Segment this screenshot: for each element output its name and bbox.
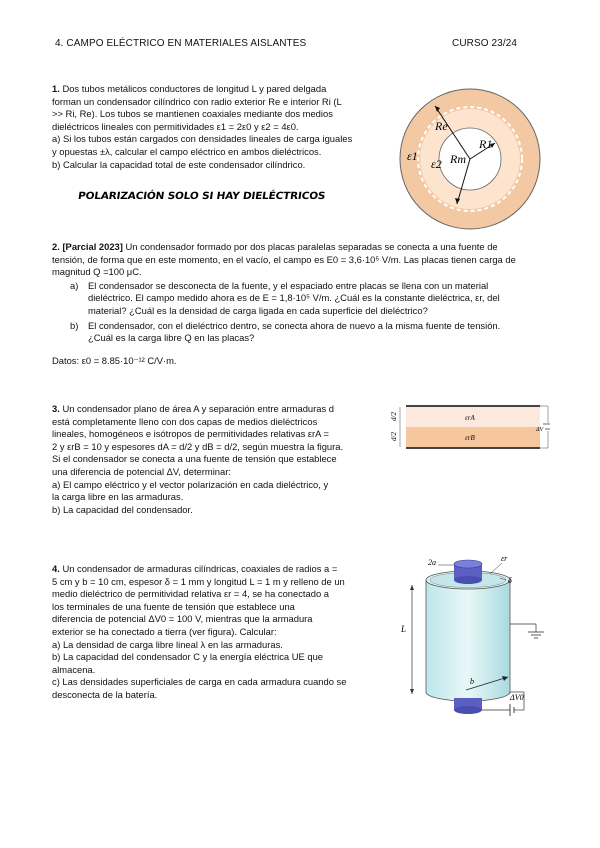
re-label: Re xyxy=(435,119,448,133)
problem-3-line: Un condensador plano de área A y separación entre armaduras d xyxy=(62,403,334,414)
epsilon-r-label: εr xyxy=(501,554,508,563)
course-label: CURSO 23/24 xyxy=(452,38,518,49)
voltage-label: ΔV0 xyxy=(510,693,524,702)
problem-1-line: forman un condensador cilíndrico con radio exterior Re e interior Ri (L xyxy=(52,95,342,107)
problem-4-line: los terminales de una fuente de tensión que establece una xyxy=(52,600,295,612)
part-line: dieléctrico. El campo medido ahora es de E = 1,8·10⁵ V/m. ¿Cuál es la constante dieléctrica, εr, del xyxy=(88,292,500,304)
part-label: a) xyxy=(70,279,79,291)
handwritten-note: POLARIZACIÓN SOLO SI HAY DIELÉCTRICOS xyxy=(77,190,326,202)
voltage-label: ΔV xyxy=(536,427,544,433)
problem-4-line: c) Las densidades superficiales de carga en cada armadura cuando se xyxy=(52,676,347,688)
problem-3-line: 2 y εrB = 10 y espesores dA = d/2 y dB = d/2, según muestra la figura. xyxy=(52,440,344,452)
problem-2-tag: [Parcial 2023] xyxy=(62,241,123,252)
problem-4-line: desconecta de la batería. xyxy=(52,688,158,700)
part-line: El condensador, con el dieléctrico dentro, se conecta ahora de nuevo a la misma fuente de tensión. xyxy=(88,319,501,331)
problem-1-number: 1. xyxy=(52,83,60,94)
inner-conductor-bottom-base xyxy=(454,706,482,714)
thickness-b-label: d/2 xyxy=(390,432,398,441)
problem-1-line: dieléctricos lineales con permitividades ε1 = 2ε0 y ε2 = 4ε0. xyxy=(52,120,299,132)
problem-3-number: 3. xyxy=(52,403,60,414)
coaxial-capacitor-figure xyxy=(397,86,543,232)
problem-2 xyxy=(52,241,547,367)
bottom-plate xyxy=(406,447,540,449)
problem-4-line: medio dieléctrico de permitividad relativa εr = 4, se ha conectado a xyxy=(52,588,329,600)
page-title: 4. CAMPO ELÉCTRICO EN MATERIALES AISLANTES xyxy=(55,38,307,49)
part-line: El condensador se desconecta de la fuente, y el espaciado entre placas se llena con un material xyxy=(88,279,489,291)
problem-4 xyxy=(52,563,387,702)
problem-2-part-a xyxy=(70,280,547,318)
problem-2-part-b xyxy=(70,320,547,345)
delta-label: δ xyxy=(508,576,512,585)
length-label: L xyxy=(401,624,407,634)
layered-capacitor-figure xyxy=(390,402,550,458)
problem-1-line: b) Calcular la capacidad total de este condensador cilíndrico. xyxy=(52,158,306,170)
problem-1 xyxy=(52,83,392,171)
problem-1-line: Dos tubos metálicos conductores de longitud L y pared delgada xyxy=(62,83,327,94)
diameter-label: 2a xyxy=(428,558,436,567)
problem-1-line: >> Ri, Re). Los tubos se mantienen coaxiales mediante dos medios xyxy=(52,108,333,120)
inner-conductor-top xyxy=(454,560,482,568)
epsilon-b-label: εrB xyxy=(465,434,475,442)
problem-3-line: b) La capacidad del condensador. xyxy=(52,503,193,515)
epsilon-a-label: εrA xyxy=(465,414,475,422)
problem-3-line: a) El campo eléctrico y el vector polarización en cada dieléctrico, y xyxy=(52,478,329,490)
problem-2-line: Un condensador formado por dos placas paralelas separadas se conecta a una fuente de xyxy=(125,241,498,252)
ri-label: R1 xyxy=(479,137,493,151)
problem-4-line: 5 cm y b = 10 cm, espesor δ = 1 mm y longitud L = 1 m y relleno de un xyxy=(52,575,345,587)
part-label: b) xyxy=(70,319,79,331)
problem-4-number: 4. xyxy=(52,563,60,574)
arrow-head xyxy=(410,689,414,694)
problem-2-data: Datos: ε0 = 8.85·10⁻¹² C/V·m. xyxy=(52,354,177,366)
thickness-a-label: d/2 xyxy=(390,412,398,421)
inner-conductor-base xyxy=(454,576,482,584)
problem-3-line: lineales, homogéneos e isótropos de permitividades relativas εrA = xyxy=(52,428,329,440)
cylindrical-capacitor-figure xyxy=(398,552,548,720)
problem-4-line: Un condensador de armaduras cilíndricas, coaxiales de radios a = xyxy=(62,563,338,574)
part-line: material? ¿Cuál es la densidad de carga ligada en cada superficie del dieléctrico? xyxy=(88,304,428,316)
problem-1-line: a) Si los tubos están cargados con densidades lineales de carga iguales xyxy=(52,133,353,145)
rm-label: Rm xyxy=(450,152,466,166)
epsilon1-label: ε1 xyxy=(407,149,418,163)
problem-2-line: tensión, de forma que en este momento, en el vacío, el campo es E0 = 3,6·10⁵ V/m. Las placas tienen carga de xyxy=(52,253,516,265)
problem-4-line: exterior se ha conectado a tierra (ver figura). Calcular: xyxy=(52,625,277,637)
arrow-head xyxy=(410,585,414,590)
problem-4-line: b) La capacidad del condensador C y la energía eléctrica UE que xyxy=(52,651,324,663)
problem-3-line: está completamente lleno con dos capas de medios dieléctricos xyxy=(52,415,318,427)
problem-4-line: almacena. xyxy=(52,663,96,675)
problem-2-number: 2. xyxy=(52,241,60,252)
problem-3-line: la carga libre en las armaduras. xyxy=(52,491,184,503)
epsilon2-label: ε2 xyxy=(431,157,442,171)
part-line: ¿Cuál es la carga libre Q en las placas? xyxy=(88,332,255,344)
problem-3 xyxy=(52,403,387,516)
radius-b-label: b xyxy=(470,677,474,686)
top-plate xyxy=(406,405,540,407)
problem-1-line: y opuestas ±λ, calcular el campo eléctrico en ambos dieléctricos. xyxy=(52,145,322,157)
problem-3-line: Si el condensador se conecta a una fuente de tensión que establece xyxy=(52,453,337,465)
problem-3-line: una diferencia de potencial ΔV, determinar: xyxy=(52,465,231,477)
problem-4-line: diferencia de potencial ΔV0 = 100 V, mientras que la armadura xyxy=(52,613,313,625)
problem-2-line: magnitud Q =100 μC. xyxy=(52,266,142,278)
epsilon-pointer xyxy=(490,563,502,574)
outer-cylinder xyxy=(426,580,510,701)
problem-4-line: a) La densidad de carga libre lineal λ en las armaduras. xyxy=(52,638,283,650)
